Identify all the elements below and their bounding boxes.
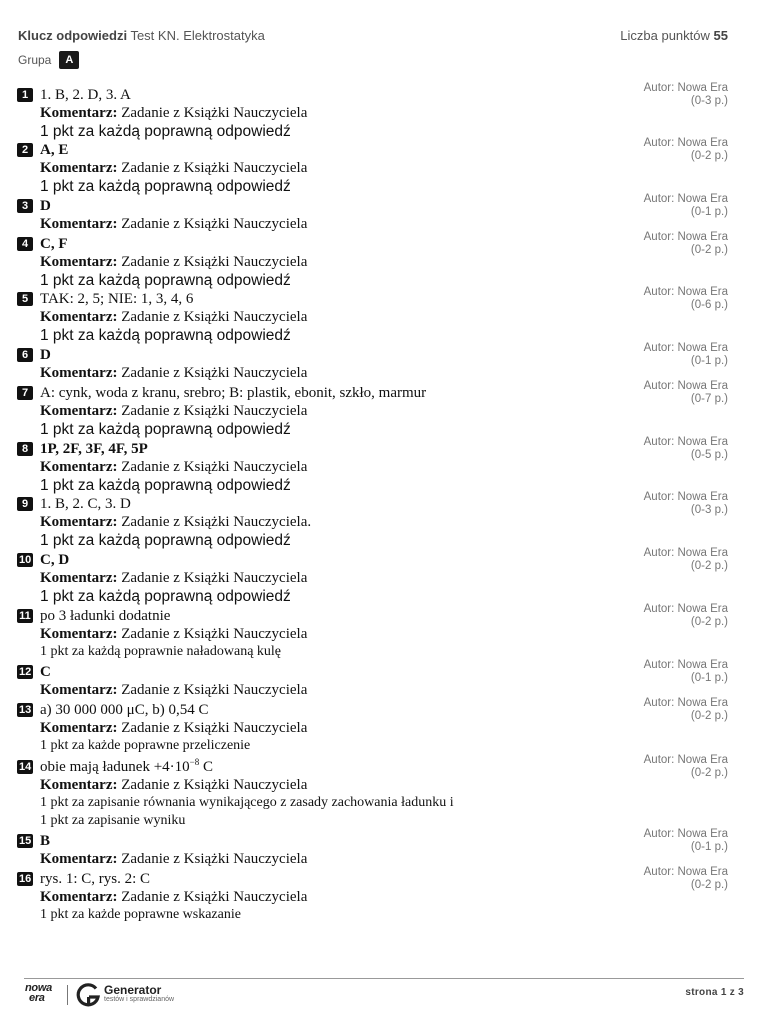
answer-text: 1. B, 2. C, 3. D [40, 496, 131, 512]
comment-text: Zadanie z Książki Nauczyciela [121, 459, 308, 475]
points-range: (0-2 p.) [690, 150, 728, 162]
comment-line [40, 458, 307, 476]
answer-text: 1P, 2F, 3F, 4F, 5P [40, 441, 148, 457]
comment-label: Komentarz: [40, 889, 118, 905]
author-label: Autor: Nowa Era [643, 828, 728, 840]
answer-item-13 [17, 697, 730, 755]
scoring-note-continued: 1 pkt za zapisanie wyniku [40, 813, 186, 828]
task-number-badge: 2 [17, 143, 33, 157]
answer-item-4 [17, 231, 730, 289]
answer-item-5 [17, 286, 730, 344]
comment-text: Zadanie z Książki Nauczyciela [121, 216, 308, 232]
generator-subtitle: testów i sprawdzianów [104, 996, 175, 1003]
answer-text: D [40, 198, 51, 214]
points-range: (0-2 p.) [690, 767, 728, 779]
points-label: Liczba punktów [620, 28, 710, 43]
answer-item-6 [17, 342, 730, 382]
comment-text: Zadanie z Książki Nauczyciela [121, 105, 308, 121]
scoring-note: 1 pkt za każdą poprawną odpowiedź [40, 178, 291, 195]
answer-text: rys. 1: C, rys. 2: C [40, 871, 151, 887]
footer-divider [24, 978, 744, 979]
comment-line [40, 253, 307, 271]
scoring-note: 1 pkt za każdą poprawną odpowiedź [40, 421, 291, 438]
author-label: Autor: Nowa Era [643, 380, 728, 392]
scoring-note: 1 pkt za każdą poprawną odpowiedź [40, 123, 291, 140]
points-range: (0-2 p.) [690, 710, 728, 722]
scoring-note: 1 pkt za zapisanie równania wynikającego z zasady zachowania ładunku i [40, 795, 454, 810]
comment-line [40, 364, 307, 382]
author-label: Autor: Nowa Era [643, 193, 728, 205]
points-range: (0-1 p.) [690, 672, 728, 684]
points-range: (0-5 p.) [690, 449, 728, 461]
comment-text: Zadanie z Książki Nauczyciela [121, 777, 308, 793]
points-range: (0-3 p.) [690, 95, 728, 107]
comment-line [40, 308, 307, 326]
task-number-badge: 10 [19, 554, 32, 566]
answer-item-11 [17, 603, 730, 661]
comment-text: Zadanie z Książki Nauczyciela [121, 851, 308, 867]
answer-item-10 [17, 547, 730, 605]
author-label: Autor: Nowa Era [643, 286, 728, 298]
comment-line [40, 159, 307, 177]
scoring-note: 1 pkt za każdą poprawną odpowiedź [40, 327, 291, 344]
comment-label: Komentarz: [40, 216, 118, 232]
points-range: (0-2 p.) [690, 244, 728, 256]
generator-logo-icon [75, 982, 101, 1008]
comment-label: Komentarz: [40, 720, 118, 736]
comment-line [40, 104, 307, 122]
task-number-badge: 14 [19, 761, 32, 773]
group-indicator [18, 51, 79, 69]
comment-label: Komentarz: [40, 626, 118, 642]
answer-text: 1. B, 2. D, 3. A [40, 87, 131, 103]
author-label: Autor: Nowa Era [643, 137, 728, 149]
answer-text: TAK: 2, 5; NIE: 1, 3, 4, 6 [40, 291, 194, 307]
answer-item-7 [17, 380, 730, 438]
answer-item-12 [17, 659, 730, 699]
comment-label: Komentarz: [40, 777, 118, 793]
answer-text: D [40, 347, 51, 363]
scoring-note: 1 pkt za każdą poprawnie naładowaną kulę [40, 644, 282, 659]
comment-line [40, 776, 307, 794]
answer-text: a) 30 000 000 μC, b) 0,54 C [40, 702, 209, 718]
points-range: (0-2 p.) [690, 616, 728, 628]
answer-text-main: obie mają ładunek +4·10 [40, 759, 190, 775]
author-label: Autor: Nowa Era [643, 697, 728, 709]
answer-text: C, D [40, 552, 70, 568]
answer-text: A: cynk, woda z kranu, srebro; B: plastik, ebonit, szkło, marmur [40, 385, 427, 401]
comment-line [40, 569, 307, 587]
answer-text [40, 758, 213, 776]
answer-text: po 3 ładunki dodatnie [40, 608, 171, 624]
comment-label: Komentarz: [40, 459, 118, 475]
task-number-badge: 3 [17, 199, 33, 213]
task-number-badge: 8 [17, 442, 33, 456]
author-label: Autor: Nowa Era [643, 342, 728, 354]
task-number-badge: 4 [17, 237, 33, 251]
scoring-note: 1 pkt za każdą poprawną odpowiedź [40, 532, 291, 549]
points-range: (0-1 p.) [690, 841, 728, 853]
comment-text: Zadanie z Książki Nauczyciela [121, 570, 308, 586]
author-label: Autor: Nowa Era [643, 436, 728, 448]
logo-word-2: era [29, 992, 45, 1004]
comment-label: Komentarz: [40, 514, 118, 530]
points-range: (0-1 p.) [690, 206, 728, 218]
author-label: Autor: Nowa Era [643, 866, 728, 878]
task-number-badge: 13 [19, 704, 32, 716]
comment-text: Zadanie z Książki Nauczyciela [121, 309, 308, 325]
comment-line [40, 888, 307, 906]
answer-item-9 [17, 491, 730, 549]
page-number: strona 1 z 3 [685, 987, 744, 998]
comment-label: Komentarz: [40, 403, 118, 419]
comment-label: Komentarz: [40, 682, 118, 698]
task-number-badge: 9 [17, 497, 33, 511]
comment-text: Zadanie z Książki Nauczyciela [121, 254, 308, 270]
author-label: Autor: Nowa Era [643, 754, 728, 766]
answer-item-15 [17, 828, 730, 868]
comment-line [40, 850, 307, 868]
task-number-badge: 12 [19, 666, 32, 678]
comment-line [40, 719, 307, 737]
author-label: Autor: Nowa Era [643, 491, 728, 503]
answer-text: C [40, 664, 51, 680]
points-range: (0-6 p.) [690, 299, 728, 311]
group-label: Grupa [18, 53, 52, 67]
generator-name: Generator [104, 983, 162, 997]
comment-line [40, 402, 307, 420]
comment-label: Komentarz: [40, 570, 118, 586]
comment-text: Zadanie z Książki Nauczyciela. [121, 514, 312, 530]
answer-item-8 [17, 436, 730, 494]
comment-label: Komentarz: [40, 160, 118, 176]
scoring-note: 1 pkt za każde poprawne przeliczenie [40, 738, 251, 753]
task-number-badge: 5 [17, 292, 33, 306]
task-number-badge: 7 [17, 386, 33, 400]
comment-text: Zadanie z Książki Nauczyciela [121, 889, 308, 905]
answer-item-3 [17, 193, 730, 233]
answer-exponent: −8 [189, 757, 200, 767]
scoring-note: 1 pkt za każde poprawne wskazanie [40, 907, 241, 922]
author-label: Autor: Nowa Era [643, 82, 728, 94]
comment-text: Zadanie z Książki Nauczyciela [121, 160, 308, 176]
points-total [620, 28, 728, 43]
title-key-label: Klucz odpowiedzi [18, 28, 128, 43]
logo-word-1: nowa [25, 982, 52, 994]
task-number-badge: 16 [19, 873, 32, 885]
task-number-badge: 11 [17, 609, 33, 623]
title-test-name: Test KN. Elektrostatyka [130, 28, 265, 43]
scoring-note: 1 pkt za każdą poprawną odpowiedź [40, 477, 291, 494]
comment-text: Zadanie z Książki Nauczyciela [121, 720, 308, 736]
group-badge: A [59, 51, 79, 69]
points-range: (0-7 p.) [690, 393, 728, 405]
comment-text: Zadanie z Książki Nauczyciela [121, 403, 308, 419]
document-title [18, 28, 265, 43]
points-range: (0-2 p.) [690, 879, 728, 891]
task-number-badge: 1 [17, 88, 33, 102]
comment-line [40, 215, 307, 233]
scoring-note: 1 pkt za każdą poprawną odpowiedź [40, 588, 291, 605]
comment-line [40, 513, 311, 531]
points-range: (0-2 p.) [690, 560, 728, 572]
points-range: (0-3 p.) [690, 504, 728, 516]
comment-line [40, 681, 307, 699]
comment-text: Zadanie z Książki Nauczyciela [121, 682, 308, 698]
comment-label: Komentarz: [40, 365, 118, 381]
answer-item-2 [17, 137, 730, 195]
comment-line [40, 625, 307, 643]
answer-item-16 [17, 866, 730, 924]
comment-label: Komentarz: [40, 851, 118, 867]
nowa-era-logo [25, 983, 61, 1007]
scoring-note: 1 pkt za każdą poprawną odpowiedź [40, 272, 291, 289]
answer-item-14 [17, 754, 730, 830]
comment-label: Komentarz: [40, 254, 118, 270]
author-label: Autor: Nowa Era [643, 603, 728, 615]
task-number-badge: 15 [19, 835, 32, 847]
comment-label: Komentarz: [40, 105, 118, 121]
comment-text: Zadanie z Książki Nauczyciela [121, 365, 308, 381]
answer-text-unit: C [199, 759, 214, 775]
logo-divider [67, 985, 68, 1005]
comment-label: Komentarz: [40, 309, 118, 325]
answer-item-1 [17, 82, 730, 140]
points-value: 55 [713, 28, 728, 43]
answer-text: A, E [40, 142, 69, 158]
author-label: Autor: Nowa Era [643, 547, 728, 559]
points-range: (0-1 p.) [690, 355, 728, 367]
answer-text: B [40, 833, 51, 849]
task-number-badge: 6 [17, 348, 33, 362]
comment-text: Zadanie z Książki Nauczyciela [121, 626, 308, 642]
author-label: Autor: Nowa Era [643, 231, 728, 243]
author-label: Autor: Nowa Era [643, 659, 728, 671]
answer-text: C, F [40, 236, 68, 252]
